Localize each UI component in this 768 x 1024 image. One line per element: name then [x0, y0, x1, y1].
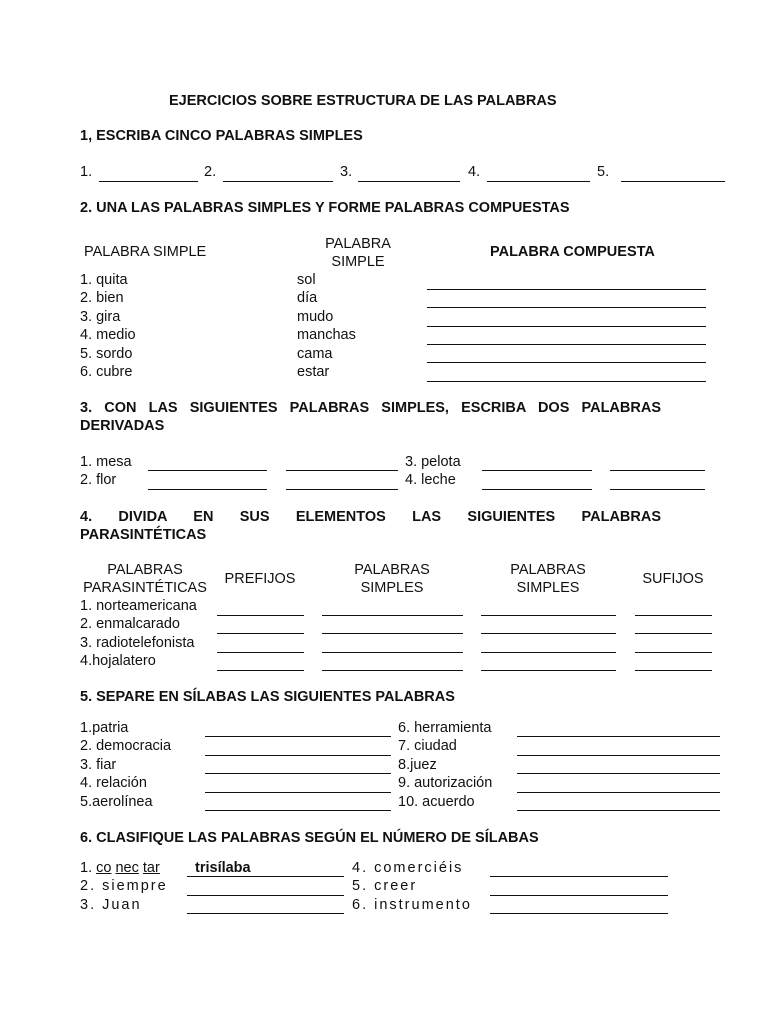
s5-right-3: 8.juez	[398, 757, 437, 773]
s1-blank-2[interactable]	[223, 181, 333, 182]
s4-blank[interactable]	[322, 633, 463, 634]
s4-item-4: 4.hojalatero	[80, 653, 156, 669]
s6-left-2: 2. siempre	[80, 878, 168, 894]
s5-blank-right[interactable]	[517, 792, 720, 793]
s1-blank-1[interactable]	[99, 181, 198, 182]
section-3-heading-cont: DERIVADAS	[80, 418, 165, 434]
s3-item-1: 1. mesa	[80, 454, 132, 470]
s2-blank-4[interactable]	[427, 344, 706, 345]
s2-blank-5[interactable]	[427, 362, 706, 363]
s4-blank[interactable]	[481, 670, 616, 671]
s1-num-4: 4.	[468, 164, 481, 180]
s4-blank[interactable]	[322, 615, 463, 616]
s6-blank-1[interactable]	[187, 876, 344, 877]
s4-item-2: 2. enmalcarado	[80, 616, 180, 632]
section-4-heading: 4. DIVIDA EN SUS ELEMENTOS LAS SIGUIENTES PALABRAS	[80, 509, 661, 525]
s2-right-5: cama	[297, 346, 333, 362]
s1-num-2: 2.	[204, 164, 217, 180]
s6-example	[80, 859, 160, 877]
s2-blank-6[interactable]	[427, 381, 706, 382]
s5-left-3: 3. fiar	[80, 757, 117, 773]
s4-blank[interactable]	[481, 652, 616, 653]
s4-item-1: 1. norteamericana	[80, 598, 197, 614]
s5-right-2: 7. ciudad	[398, 738, 457, 754]
s4-blank[interactable]	[635, 615, 712, 616]
s4-blank[interactable]	[481, 633, 616, 634]
s3-blank-1b[interactable]	[286, 470, 398, 471]
s4-col-sufijos: SUFIJOS	[642, 571, 704, 587]
s2-left-6: 6. cubre	[80, 364, 133, 380]
s5-blank-left[interactable]	[205, 736, 391, 737]
s5-left-2: 2. democracia	[80, 738, 172, 754]
section-4-heading-cont: PARASINTÉTICAS	[80, 527, 207, 543]
s2-left-4: 4. medio	[80, 327, 136, 343]
s6-right-5: 5. creer	[352, 878, 418, 894]
s2-left-1: 1. quita	[80, 272, 128, 288]
s4-col-parasinteticas-b: PARASINTÉTICAS	[83, 580, 207, 596]
s6-left-3: 3. Juan	[80, 897, 142, 913]
s5-blank-right[interactable]	[517, 773, 720, 774]
s3-item-2: 2. flor	[80, 472, 117, 488]
s4-col-simples-1b: SIMPLES	[360, 580, 424, 596]
s3-blank-2b[interactable]	[286, 489, 398, 490]
section-2-heading: 2. UNA LAS PALABRAS SIMPLES Y FORME PALABRAS COMPUESTAS	[80, 200, 570, 216]
section-6-heading: 6. CLASIFIQUE LAS PALABRAS SEGÚN EL NÚMERO DE SÍLABAS	[80, 830, 539, 846]
s5-blank-left[interactable]	[205, 810, 391, 811]
s4-blank[interactable]	[217, 615, 304, 616]
s4-item-3: 3. radiotelefonista	[80, 635, 195, 651]
s2-blank-2[interactable]	[427, 307, 706, 308]
s2-right-1: sol	[297, 272, 316, 288]
s6-right-4: 4. comerciéis	[352, 860, 464, 876]
s6-example-syllable-3: tar	[142, 860, 160, 876]
s6-blank-6[interactable]	[490, 913, 668, 914]
s6-blank-4[interactable]	[490, 876, 668, 877]
s6-right-6: 6. instrumento	[352, 897, 472, 913]
s6-example-answer: trisílaba	[195, 860, 251, 876]
s2-right-6: estar	[297, 364, 330, 380]
s2-col-compuesta: PALABRA COMPUESTA	[490, 244, 655, 260]
s2-blank-3[interactable]	[427, 326, 706, 327]
s1-blank-3[interactable]	[358, 181, 460, 182]
section-5-heading: 5. SEPARE EN SÍLABAS LAS SIGUIENTES PALABRAS	[80, 689, 455, 705]
s2-blank-1[interactable]	[427, 289, 706, 290]
s4-blank[interactable]	[481, 615, 616, 616]
s4-blank[interactable]	[635, 652, 712, 653]
s3-blank-3a[interactable]	[482, 470, 592, 471]
s2-left-3: 3. gira	[80, 309, 121, 325]
s2-left-2: 2. bien	[80, 290, 124, 306]
s4-col-prefijos: PREFIJOS	[224, 571, 296, 587]
s1-num-5: 5.	[597, 164, 610, 180]
s5-blank-left[interactable]	[205, 773, 391, 774]
s5-right-4: 9. autorización	[398, 775, 493, 791]
s3-blank-3b[interactable]	[610, 470, 705, 471]
s1-blank-4[interactable]	[487, 181, 590, 182]
s5-blank-left[interactable]	[205, 792, 391, 793]
s2-right-2: día	[297, 290, 318, 306]
s5-blank-right[interactable]	[517, 736, 720, 737]
s3-blank-1a[interactable]	[148, 470, 267, 471]
s6-example-syllable-2: nec	[115, 860, 139, 876]
s4-blank[interactable]	[635, 633, 712, 634]
s2-right-4: manchas	[297, 327, 356, 343]
section-3-heading: 3. CON LAS SIGUIENTES PALABRAS SIMPLES, ESCRIBA DOS PALABRAS	[80, 400, 661, 416]
s6-example-syllable-1: co	[96, 860, 112, 876]
s5-left-1: 1.patria	[80, 720, 129, 736]
s1-num-3: 3.	[340, 164, 353, 180]
s5-blank-right[interactable]	[517, 810, 720, 811]
s4-blank[interactable]	[217, 670, 304, 671]
s3-item-4: 4. leche	[405, 472, 456, 488]
page-title: EJERCICIOS SOBRE ESTRUCTURA DE LAS PALABRAS	[169, 93, 557, 109]
s1-num-1: 1.	[80, 164, 93, 180]
s4-blank[interactable]	[217, 633, 304, 634]
s2-col-simple-2b: SIMPLE	[331, 254, 385, 270]
s5-right-1: 6. herramienta	[398, 720, 492, 736]
s3-blank-2a[interactable]	[148, 489, 267, 490]
s4-col-simples-2a: PALABRAS	[510, 562, 586, 578]
s3-blank-4b[interactable]	[610, 489, 705, 490]
s6-example-num: 1.	[80, 860, 93, 876]
s1-blank-5[interactable]	[621, 181, 725, 182]
s5-left-5: 5.aerolínea	[80, 794, 153, 810]
s6-blank-2[interactable]	[187, 895, 344, 896]
s4-blank[interactable]	[635, 670, 712, 671]
s2-col-simple: PALABRA SIMPLE	[84, 244, 207, 260]
s2-col-simple-2a: PALABRA	[325, 236, 391, 252]
s4-col-parasinteticas-a: PALABRAS	[107, 562, 183, 578]
s4-blank[interactable]	[322, 652, 463, 653]
s2-right-3: mudo	[297, 309, 334, 325]
s2-left-5: 5. sordo	[80, 346, 133, 362]
s4-col-simples-2b: SIMPLES	[516, 580, 580, 596]
s6-blank-5[interactable]	[490, 895, 668, 896]
s6-blank-3[interactable]	[187, 913, 344, 914]
s4-blank[interactable]	[322, 670, 463, 671]
s5-right-5: 10. acuerdo	[398, 794, 475, 810]
s3-item-3: 3. pelota	[405, 454, 461, 470]
s5-blank-left[interactable]	[205, 755, 391, 756]
s4-blank[interactable]	[217, 652, 304, 653]
section-1-heading: 1, ESCRIBA CINCO PALABRAS SIMPLES	[80, 128, 363, 144]
s3-blank-4a[interactable]	[482, 489, 592, 490]
s5-blank-right[interactable]	[517, 755, 720, 756]
s5-left-4: 4. relación	[80, 775, 147, 791]
s4-col-simples-1a: PALABRAS	[354, 562, 430, 578]
